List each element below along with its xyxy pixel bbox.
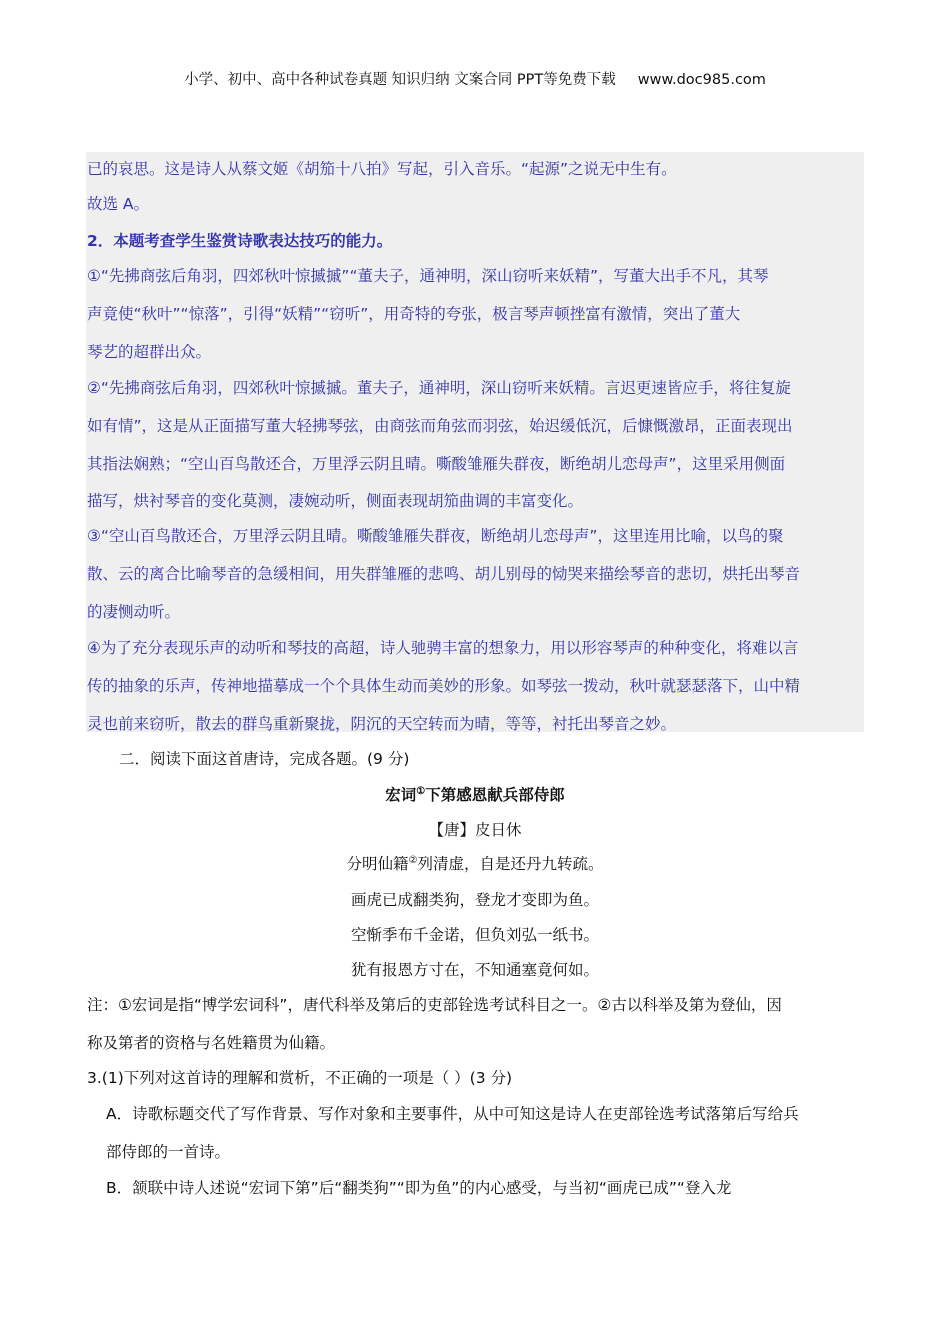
option-b-line-1: B．颔联中诗人述说“宏词下第”后“翻类狗”“即为鱼”的内心感受，与当初“画虎已成”“登入龙	[106, 1179, 732, 1197]
question-2-title: 2．本题考查学生鉴赏诗歌表达技巧的能力。	[87, 232, 393, 250]
section-2-heading: 二．阅读下面这首唐诗，完成各题。(9 分)	[119, 750, 410, 768]
poem-line-3: 空惭季布千金诺，但负刘弘一纸书。	[350, 926, 599, 944]
option-a-line-2: 部侍郎的一首诗。	[106, 1143, 231, 1161]
option-a-line-1: A．诗歌标题交代了写作背景、写作对象和主要事件，从中可知这是诗人在吏部铨选考试落第后写给兵	[106, 1105, 799, 1123]
poem-title	[0, 783, 950, 805]
page-header	[0, 68, 950, 89]
para1-line: 琴艺的超群出众。	[87, 343, 212, 361]
para4-line: 传的抽象的乐声，传神地描摹成一个个具体生动而美妙的形象。如琴弦一拨动，秋叶就瑟瑟落下，山中精	[87, 677, 801, 695]
para2-line: 其指法娴熟；“空山百鸟散还合，万里浮云阴且晴。嘶酸雏雁失群夜，断绝胡儿恋母声”，这里采用侧面	[87, 455, 786, 473]
poem-line-1-footnote: ②	[408, 854, 418, 866]
poem-title-part-a: 宏词	[385, 785, 417, 804]
para4-line: ④为了充分表现乐声的动听和琴技的高超，诗人驰骋丰富的想象力，用以形容琴声的种种变化，将难以言	[87, 639, 799, 657]
question-3-stem: 3.(1)下列对这首诗的理解和赏析，不正确的一项是（ ）(3 分)	[87, 1069, 513, 1087]
poem-line-2: 画虎已成翻类狗，登龙才变即为鱼。	[350, 891, 599, 909]
answer-line-2: 故选 A。	[87, 195, 150, 213]
para2-line: 如有情”，这是从正面描写董大轻拂琴弦，由商弦而角弦而羽弦，始迟缓低沉，后慷慨激昂，正面表现出	[87, 417, 793, 435]
poem-title-part-b: 下第感恩献兵部侍郎	[425, 785, 565, 804]
poem-title-footnote: ①	[416, 785, 426, 797]
poem-line-1-part-a: 分明仙籍	[346, 855, 409, 873]
para1-line: 声竟使“秋叶”“惊落”，引得“妖精”“窃听”，用奇特的夸张，极言琴声顿挫富有激情，突出了董大	[87, 305, 741, 323]
para3-line: ③“空山百鸟散还合，万里浮云阴且晴。嘶酸雏雁失群夜，断绝胡儿恋母声”，这里连用比喻，以鸟的聚	[87, 527, 784, 545]
poem-line-1-part-b: 列清虚，自是还丹九转疏。	[417, 855, 604, 873]
header-url[interactable]: www.doc985.com	[637, 72, 766, 88]
para2-line: 描写，烘衬琴音的变化莫测，凄婉动听，侧面表现胡笳曲调的丰富变化。	[87, 492, 584, 510]
answer-line-1: 已的哀思。这是诗人从蔡文姬《胡笳十八拍》写起，引入音乐。“起源”之说无中生有。	[87, 160, 677, 178]
para1-line: ①“先拂商弦后角羽，四郊秋叶惊摵摵”“董夫子，通神明，深山窃听来妖精”，写董大出手不凡，其琴	[87, 267, 769, 285]
para3-line: 散、云的离合比喻琴音的急缓相间，用失群雏雁的悲鸣、胡儿别母的恸哭来描绘琴音的悲切，烘托出琴音	[87, 565, 801, 583]
note-line-2: 称及第者的资格与名姓籍贯为仙籍。	[87, 1034, 336, 1052]
poem-author: 【唐】皮日休	[428, 821, 522, 839]
poem-line-4: 犹有报恩方寸在，不知通塞竟何如。	[350, 961, 599, 979]
poem-line-1	[0, 852, 950, 874]
header-text: 小学、初中、高中各种试卷真题 知识归纳 文案合同 PPT等免费下载	[184, 72, 616, 88]
para3-line: 的凄恻动听。	[87, 603, 181, 621]
note-line-1: 注：①宏词是指“博学宏词科”，唐代科举及第后的吏部铨选考试科目之一。②古以科举及第为登仙，因	[87, 996, 782, 1014]
para2-line: ②“先拂商弦后角羽，四郊秋叶惊摵摵。董夫子，通神明，深山窃听来妖精。言迟更速皆应手，将往复旋	[87, 379, 791, 397]
para4-line: 灵也前来窃听，散去的群鸟重新聚拢，阴沉的天空转而为晴，等等，衬托出琴音之妙。	[87, 715, 677, 733]
